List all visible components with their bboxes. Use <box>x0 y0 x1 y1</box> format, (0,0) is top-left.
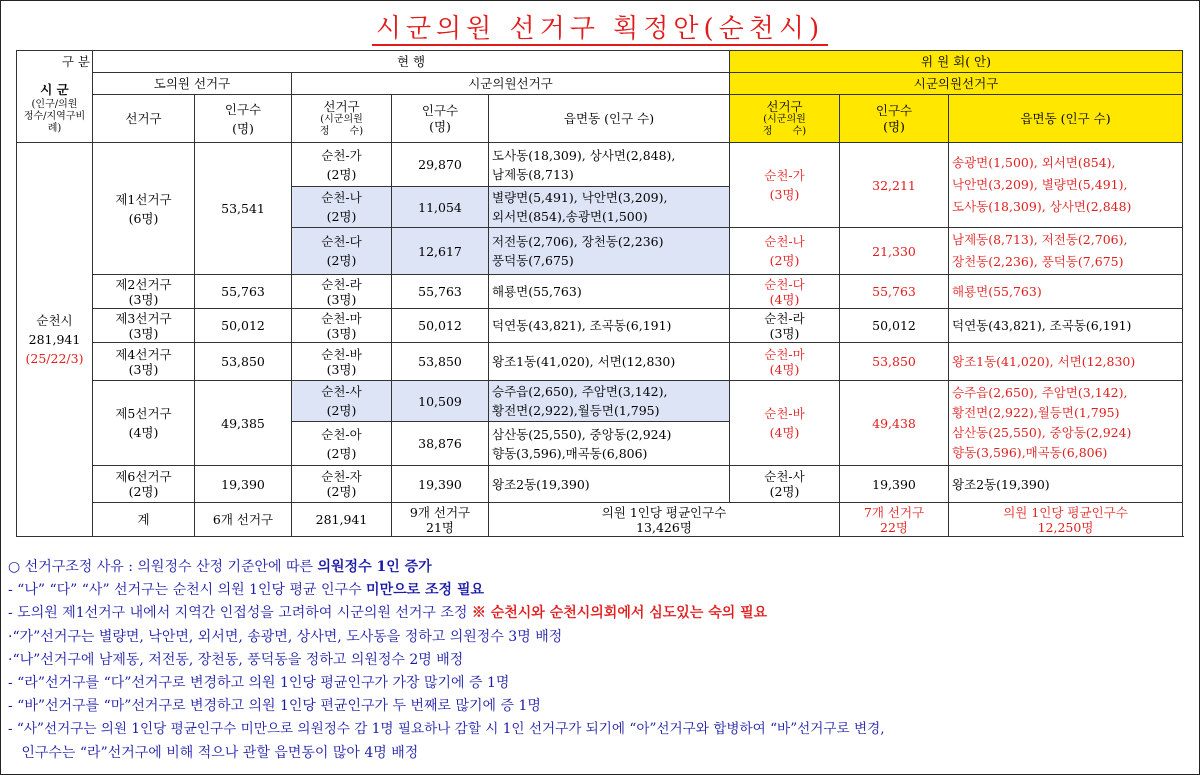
cur-district-dong: 도사동(18,309), 상사면(2,848), 남제동(8,713) <box>489 143 730 187</box>
city-ratio: (25/22/3) <box>25 351 84 366</box>
header-sigun-sub: (인구/의원 정수/지역구비례) <box>23 98 86 134</box>
cur-district-pop: 29,870 <box>392 143 489 187</box>
prop-district-pop: 21,330 <box>840 228 949 275</box>
cur-district-pop: 11,054 <box>392 187 489 228</box>
cur-district-name: 순천-아 (2명) <box>292 422 392 466</box>
district-table <box>16 50 1183 537</box>
cur-district-name: 순천-나 (2명) <box>292 187 392 228</box>
prov-district-pop: 49,385 <box>195 381 292 466</box>
cur-district-name: 순천-바 (3명) <box>292 343 392 381</box>
header-district3 <box>730 95 840 143</box>
cur-district-dong: 왕조1동(41,020), 서면(12,830) <box>489 343 730 381</box>
cur-district-pop: 10,509 <box>392 381 489 422</box>
cur-district-pop: 38,876 <box>392 422 489 466</box>
total-prop: 7개 선거구 22명 <box>840 503 949 537</box>
note-2 <box>8 602 1188 625</box>
prop-district-dong: 남제동(8,713), 저전동(2,706), 장천동(2,236), 풍덕동(7,675) <box>949 228 1183 275</box>
note-7: - “사”선거구는 의원 1인당 평균인구수 미만으로 의원정수 감 1명 필요하나 감할 시 1인 선거구가 되기에 “아”선거구와 합병하여 “바”선거구로 변경, <box>8 721 885 738</box>
prov-district-name: 제6선거구 (2명) <box>93 466 195 503</box>
prop-district-pop: 53,850 <box>840 343 949 381</box>
prop-district-dong: 승주읍(2,650), 주암면(3,142), 황전면(2,922),월등면(1,795) 삼산동(25,550), 중앙동(2,924) 향동(3,596),매곡동(6,806) <box>949 381 1183 466</box>
header-district3-sub: (시군의원 정 수) <box>762 113 807 137</box>
notes <box>8 556 1188 765</box>
note-1-text: - “나” “다” “사” 선거구는 순천시 의원 1인당 평균 인구수 <box>8 582 367 599</box>
page-title: 시군의원 선거구 획정안(순천시) <box>0 8 1200 45</box>
prop-district-name: 순천-다 (4명) <box>730 275 840 309</box>
cur-district-dong: 덕연동(43,821), 조곡동(6,191) <box>489 309 730 343</box>
prop-district-pop: 32,211 <box>840 143 949 228</box>
cur-district-dong: 별량면(5,491), 낙안면(3,209), 외서면(854),송광면(1,500) <box>489 187 730 228</box>
note-4: ·“나”선거구에 남제동, 저전동, 장천동, 풍덕동을 정하고 의원정수 2명 배정 <box>8 651 464 668</box>
cur-district-pop: 19,390 <box>392 466 489 503</box>
prov-district-name: 제2선거구 (3명) <box>93 275 195 309</box>
prop-district-pop: 19,390 <box>840 466 949 503</box>
prop-district-pop: 50,012 <box>840 309 949 343</box>
note-3: ·“가”선거구는 별량면, 낙안면, 외서면, 송광면, 상사면, 도사동을 정하고 의원정수 3명 배정 <box>8 628 563 645</box>
prop-district-name: 순천-사 (2명) <box>730 466 840 503</box>
header-district: 선거구 <box>93 95 195 143</box>
prop-district-dong: 덕연동(43,821), 조곡동(6,191) <box>949 309 1183 343</box>
total-pop: 281,941 <box>292 503 392 537</box>
prop-district-name: 순천-나 (2명) <box>730 228 840 275</box>
cur-district-name: 순천-라 (3명) <box>292 275 392 309</box>
prov-district-name: 제4선거구 (3명) <box>93 343 195 381</box>
note-reason-text: ○ 선거구조정 사유 : 의원정수 산정 기준안에 따른 <box>8 559 318 575</box>
note-6: - “바”선거구를 “마”선거구로 변경하고 의원 1인당 편균인구가 두 번째로 많기에 증 1명 <box>8 698 541 715</box>
cur-district-name: 순천-다 (2명) <box>292 228 392 275</box>
city-name: 순천시 <box>36 313 73 328</box>
header-district2-label: 선거구 <box>323 98 360 114</box>
total-cur: 9개 선거구 21명 <box>392 503 489 537</box>
header-city-district: 시군의원선거구 <box>292 73 730 95</box>
prov-district-name: 제5선거구 (4명) <box>93 381 195 466</box>
prov-district-name: 제3선거구 (3명) <box>93 309 195 343</box>
cur-district-name: 순천-자 (2명) <box>292 466 392 503</box>
prov-district-pop: 55,763 <box>195 275 292 309</box>
cur-district-name: 순천-마 (3명) <box>292 309 392 343</box>
cur-district-name: 순천-가 (2명) <box>292 143 392 187</box>
header-sigun <box>17 73 93 143</box>
prov-district-pop: 53,850 <box>195 343 292 381</box>
prov-district-pop: 50,012 <box>195 309 292 343</box>
header-dong: 읍면동 (인구 수) <box>489 95 730 143</box>
prop-district-name: 순천-가 (3명) <box>730 143 840 228</box>
prop-district-dong: 왕조2동(19,390) <box>949 466 1183 503</box>
note-reason-bold: 의원정수 1인 증가 <box>317 559 432 575</box>
header-city-district-proposed: 시군의원선거구 <box>730 73 1183 95</box>
total-prop-avg: 의원 1인당 평균인구수 12,250명 <box>949 503 1183 537</box>
header-current: 현 행 <box>93 51 730 73</box>
note-2-text: - 도의원 제1선거구 내에서 지역간 인접성을 고려하여 시군의원 선거구 조정 <box>8 605 472 622</box>
note-5: - “라”선거구를 “다”선거구로 변경하고 의원 1인당 평균인구가 가장 많기에 증 1명 <box>8 675 510 692</box>
prop-district-name: 순천-마 (4명) <box>730 343 840 381</box>
header-district2 <box>292 95 392 143</box>
prop-district-pop: 55,763 <box>840 275 949 309</box>
cur-district-pop: 12,617 <box>392 228 489 275</box>
cur-district-dong: 저전동(2,706), 장천동(2,236) 풍덕동(7,675) <box>489 228 730 275</box>
note-reason <box>8 556 1188 579</box>
cur-district-pop: 55,763 <box>392 275 489 309</box>
header-pop: 인구수 (명) <box>195 95 292 143</box>
header-pop3: 인구수 (명) <box>840 95 949 143</box>
cur-district-pop: 53,850 <box>392 343 489 381</box>
header-committee: 위 원 회( 안) <box>730 51 1183 73</box>
total-label: 계 <box>93 503 195 537</box>
total-cur-avg: 의원 1인당 평균인구수 13,426명 <box>489 503 840 537</box>
header-gubun: 구 분 <box>17 51 93 73</box>
header-district3-label: 선거구 <box>766 98 803 114</box>
prov-district-pop: 53,541 <box>195 143 292 275</box>
cur-district-pop: 50,012 <box>392 309 489 343</box>
header-pop2: 인구수 (명) <box>392 95 489 143</box>
header-sigun-label: 시 군 <box>40 81 69 97</box>
cur-district-dong: 승주읍(2,650), 주암면(3,142), 황전면(2,922),월등면(1,795) <box>489 381 730 422</box>
cur-district-dong: 왕조2동(19,390) <box>489 466 730 503</box>
city-pop: 281,941 <box>28 332 81 347</box>
prop-district-dong: 해룡면(55,763) <box>949 275 1183 309</box>
prop-district-dong: 왕조1동(41,020), 서면(12,830) <box>949 343 1183 381</box>
prop-district-name: 순천-바 (4명) <box>730 381 840 466</box>
total-prov: 6개 선거구 <box>195 503 292 537</box>
header-dong2: 읍면동 (인구 수) <box>949 95 1183 143</box>
header-province-district: 도의원 선거구 <box>93 73 292 95</box>
note-1-bold: 미만으로 조정 필요 <box>366 582 484 599</box>
cur-district-dong: 해룡면(55,763) <box>489 275 730 309</box>
prov-district-name: 제1선거구 (6명) <box>93 143 195 275</box>
note-8: 인구수는 “라”선거구에 비해 적으나 관할 읍면동이 많아 4명 배정 <box>8 744 419 761</box>
prop-district-name: 순천-라 (3명) <box>730 309 840 343</box>
prop-district-pop: 49,438 <box>840 381 949 466</box>
cur-district-name: 순천-사 (2명) <box>292 381 392 422</box>
city-cell <box>17 143 93 537</box>
note-2-warning: ※ 순천시와 순천시의회에서 심도있는 숙의 필요 <box>471 605 768 622</box>
prop-district-dong: 송광면(1,500), 외서면(854), 낙안면(3,209), 별량면(5,491), 도사동(18,309), 상사면(2,848) <box>949 143 1183 228</box>
prov-district-pop: 19,390 <box>195 466 292 503</box>
header-district2-sub: (시군의원 정 수) <box>319 113 364 137</box>
cur-district-dong: 삼산동(25,550), 중앙동(2,924) 향동(3,596),매곡동(6,806) <box>489 422 730 466</box>
note-1 <box>8 579 1188 602</box>
